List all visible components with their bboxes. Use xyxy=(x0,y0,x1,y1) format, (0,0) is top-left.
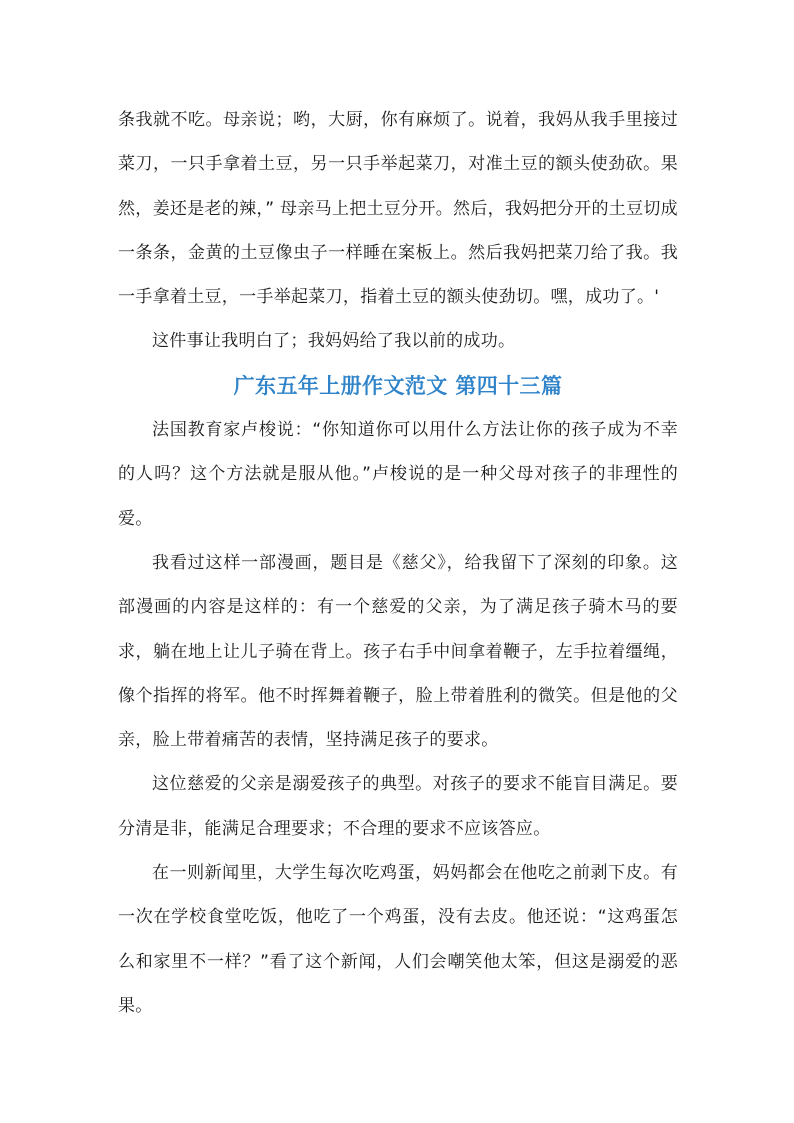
paragraph-rousseau-quote: 法国教育家卢梭说：“你知道你可以用什么方法让你的孩子成为不幸的人吗？这个方法就是服从他。”卢梭说的是一种父母对孩子的非理性的爱。 xyxy=(118,420,678,529)
paragraph-news-egg: 在一则新闻里，大学生每次吃鸡蛋，妈妈都会在他吃之前剥下皮。有一次在学校食堂吃饭，他吃了一个鸡蛋，没有去皮。他还说：“这鸡蛋怎么和家里不一样？”看了这个新闻，人们会嘲笑他太笨，但这是溺爱的恶果。 xyxy=(118,863,678,1016)
paragraph-story-continuation: 条我就不吃。母亲说；哟，大厨，你有麻烦了。说着，我妈从我手里接过菜刀，一只手拿着土豆，另一只手举起菜刀，对准土豆的额头使劲砍。果然，姜还是老的辣，” 母亲马上把土豆分开。然后，我妈把分开的土豆切成一条条，金黄的土豆像虫子一样睡在案板上。然后我妈把菜刀给了我。我一手拿着土豆，一手举起菜刀，指着土豆的额头使劲切。嘿，成功了。' xyxy=(118,110,678,308)
paragraph-cartoon-description: 我看过这样一部漫画，题目是《慈父》，给我留下了深刻的印象。这部漫画的内容是这样的：有一个慈爱的父亲，为了满足孩子骑木马的要求，躺在地上让儿子骑在背上。孩子右手中间拿着鞭子，左手拉着缰绳，像个指挥的将军。他不时挥舞着鞭子，脸上带着胜利的微笑。但是他的父亲，脸上带着痛苦的表情，坚持满足孩子的要求。 xyxy=(118,552,678,751)
section-title: 广东五年上册作文范文 第四十三篇 xyxy=(233,373,563,398)
paragraph-doting-father: 这位慈爱的父亲是溺爱孩子的典型。对孩子的要求不能盲目满足。要分清是非，能满足合理要求；不合理的要求不应该答应。 xyxy=(118,774,678,839)
document-body xyxy=(118,98,678,1028)
paragraph-story-conclusion: 这件事让我明白了；我妈妈给了我以前的成功。 xyxy=(152,331,516,352)
